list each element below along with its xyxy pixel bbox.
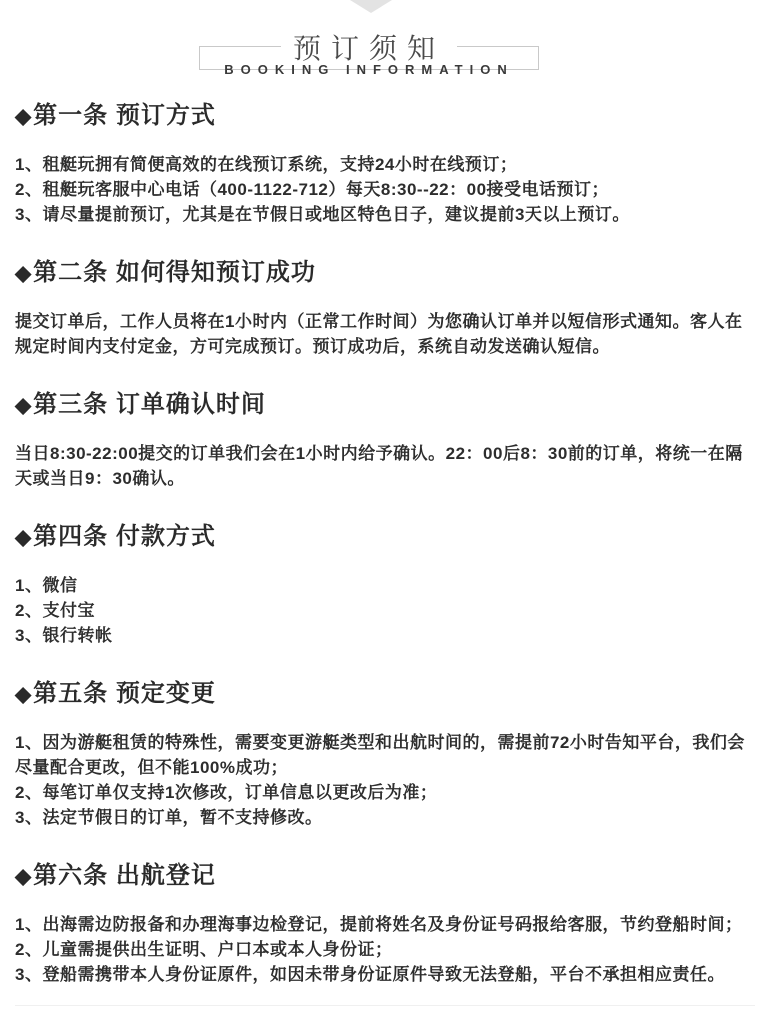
diamond-icon: ◆: [15, 394, 33, 417]
list-item: 3、登船需携带本人身份证原件，如因未带身份证原件导致无法登船，平台不承担相应责任。: [15, 965, 725, 984]
section-booking-change: [15, 678, 755, 830]
diamond-icon: ◆: [15, 526, 33, 549]
section-heading-text: 第二条 如何得知预订成功: [33, 259, 316, 286]
page-header: [15, 33, 755, 77]
section-payment-method: [15, 521, 755, 648]
section-heading-text: 第五条 预定变更: [33, 680, 216, 707]
section-heading: [15, 389, 755, 422]
section-heading: [15, 860, 755, 893]
list-item: 2、每笔订单仅支持1次修改，订单信息以更改后为准；: [15, 783, 438, 802]
list-item: 3、请尽量提前预订，尤其是在节假日或地区特色日子，建议提前3天以上预订。: [15, 205, 630, 224]
numbered-list: [15, 912, 755, 987]
diamond-icon: ◆: [15, 262, 33, 285]
numbered-list: [15, 152, 755, 227]
section-heading-text: 第一条 预订方式: [33, 102, 216, 129]
bottom-divider: [15, 1005, 755, 1006]
list-item: 1、出海需边防报备和办理海事边检登记，提前将姓名及身份证号码报给客服，节约登船时间；: [15, 915, 743, 934]
list-item: 3、法定节假日的订单，暂不支持修改。: [15, 808, 323, 827]
section-heading: [15, 100, 755, 133]
list-item: 2、儿童需提供出生证明、户口本或本人身份证；: [15, 940, 393, 959]
section-heading: [15, 678, 755, 711]
page-subtitle: BOOKING INFORMATION: [224, 62, 514, 77]
list-item: 1、因为游艇租赁的特殊性，需要变更游艇类型和出航时间的，需提前72小时告知平台，我们会尽量配合更改，但不能100%成功；: [15, 733, 745, 777]
section-heading: [15, 257, 755, 290]
list-item: 2、租艇玩客服中心电话（400-1122-712）每天8:30--22：00接受电话预订；: [15, 180, 610, 199]
diamond-icon: ◆: [15, 683, 33, 706]
section-booking-method: [15, 100, 755, 227]
list-item: 1、微信: [15, 576, 78, 595]
page-title: 预订须知: [281, 27, 457, 67]
section-divider-triangle-icon: [350, 0, 392, 13]
section-heading-text: 第四条 付款方式: [33, 523, 216, 550]
section-heading-text: 第三条 订单确认时间: [33, 391, 266, 418]
section-heading-text: 第六条 出航登记: [33, 862, 216, 889]
list-item: 1、租艇玩拥有简便高效的在线预订系统，支持24小时在线预订；: [15, 155, 518, 174]
section-heading: [15, 521, 755, 554]
section-paragraph: 提交订单后，工作人员将在1小时内（正常工作时间）为您确认订单并以短信形式通知。客人在规定时间内支付定金，方可完成预订。预订成功后，系统自动发送确认短信。: [15, 312, 743, 356]
title-frame: [199, 33, 539, 77]
section-paragraph: 当日8:30-22:00提交的订单我们会在1小时内给予确认。22：00后8：30前的订单，将统一在隔天或当日9：30确认。: [15, 444, 743, 488]
list-item: 3、银行转帐: [15, 626, 113, 645]
diamond-icon: ◆: [15, 865, 33, 888]
section-booking-confirmation: [15, 257, 755, 359]
diamond-icon: ◆: [15, 105, 33, 128]
section-departure-registration: [15, 860, 755, 987]
section-order-confirm-time: [15, 389, 755, 491]
numbered-list: [15, 573, 755, 648]
list-item: 2、支付宝: [15, 601, 95, 620]
numbered-list: [15, 730, 755, 830]
